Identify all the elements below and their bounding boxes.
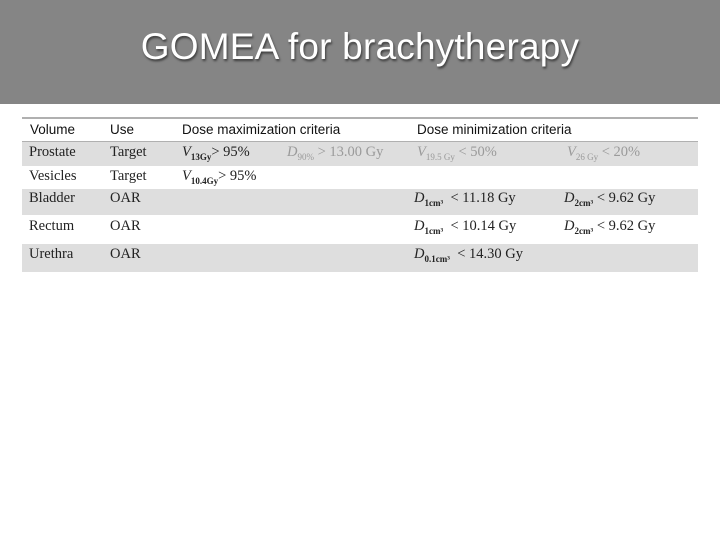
cell-dose-min-1: $D_{1cm^3} < 11.18$ Gy bbox=[414, 190, 516, 208]
header-volume: Volume bbox=[30, 122, 76, 137]
cell-dose-min-2: $V_{26 Gy} < 20\%$ bbox=[567, 144, 641, 162]
table-row-vesicles bbox=[22, 166, 698, 189]
cell-dose-min-1: $D_{1cm^3} < 10.14$ Gy bbox=[414, 218, 517, 236]
cell-use: OAR bbox=[110, 246, 141, 262]
cell-dose-max-1: $V_{10.4Gy}> 95\%$ bbox=[182, 168, 257, 186]
cell-volume: Prostate bbox=[29, 144, 76, 160]
cell-dose-max-2: $D_{90\%} > 13.00$ Gy bbox=[287, 144, 384, 162]
header-dose-min: Dose minimization criteria bbox=[417, 122, 572, 137]
header-dose-max: Dose maximization criteria bbox=[182, 122, 341, 137]
table-row-urethra bbox=[22, 244, 698, 272]
cell-use: Target bbox=[110, 168, 147, 184]
table-row-rectum bbox=[22, 215, 698, 244]
cell-dose-max-1: $V_{13Gy}> 95\%$ bbox=[182, 144, 250, 162]
cell-use: Target bbox=[110, 144, 147, 160]
cell-dose-min-1: $V_{19.5 Gy} < 50\%$ bbox=[417, 144, 497, 162]
cell-volume: Bladder bbox=[29, 190, 75, 206]
table-row-bladder bbox=[22, 189, 698, 215]
cell-volume: Urethra bbox=[29, 246, 74, 262]
slide-title: GOMEA for brachytherapy bbox=[140, 26, 580, 67]
criteria-table bbox=[22, 117, 698, 272]
cell-dose-min-2: $D_{2cm^3} < 9.62$ Gy bbox=[564, 190, 656, 208]
cell-volume: Vesicles bbox=[29, 168, 77, 184]
table-header bbox=[22, 119, 698, 142]
header-use: Use bbox=[110, 122, 135, 137]
cell-dose-min-1: $D_{0.1cm^3} < 14.30$ Gy bbox=[414, 246, 523, 264]
cell-use: OAR bbox=[110, 218, 141, 234]
cell-volume: Rectum bbox=[29, 218, 75, 234]
table-row-prostate bbox=[22, 142, 698, 166]
cell-use: OAR bbox=[110, 190, 141, 206]
cell-dose-min-2: $D_{2cm^3} < 9.62$ Gy bbox=[564, 218, 656, 236]
